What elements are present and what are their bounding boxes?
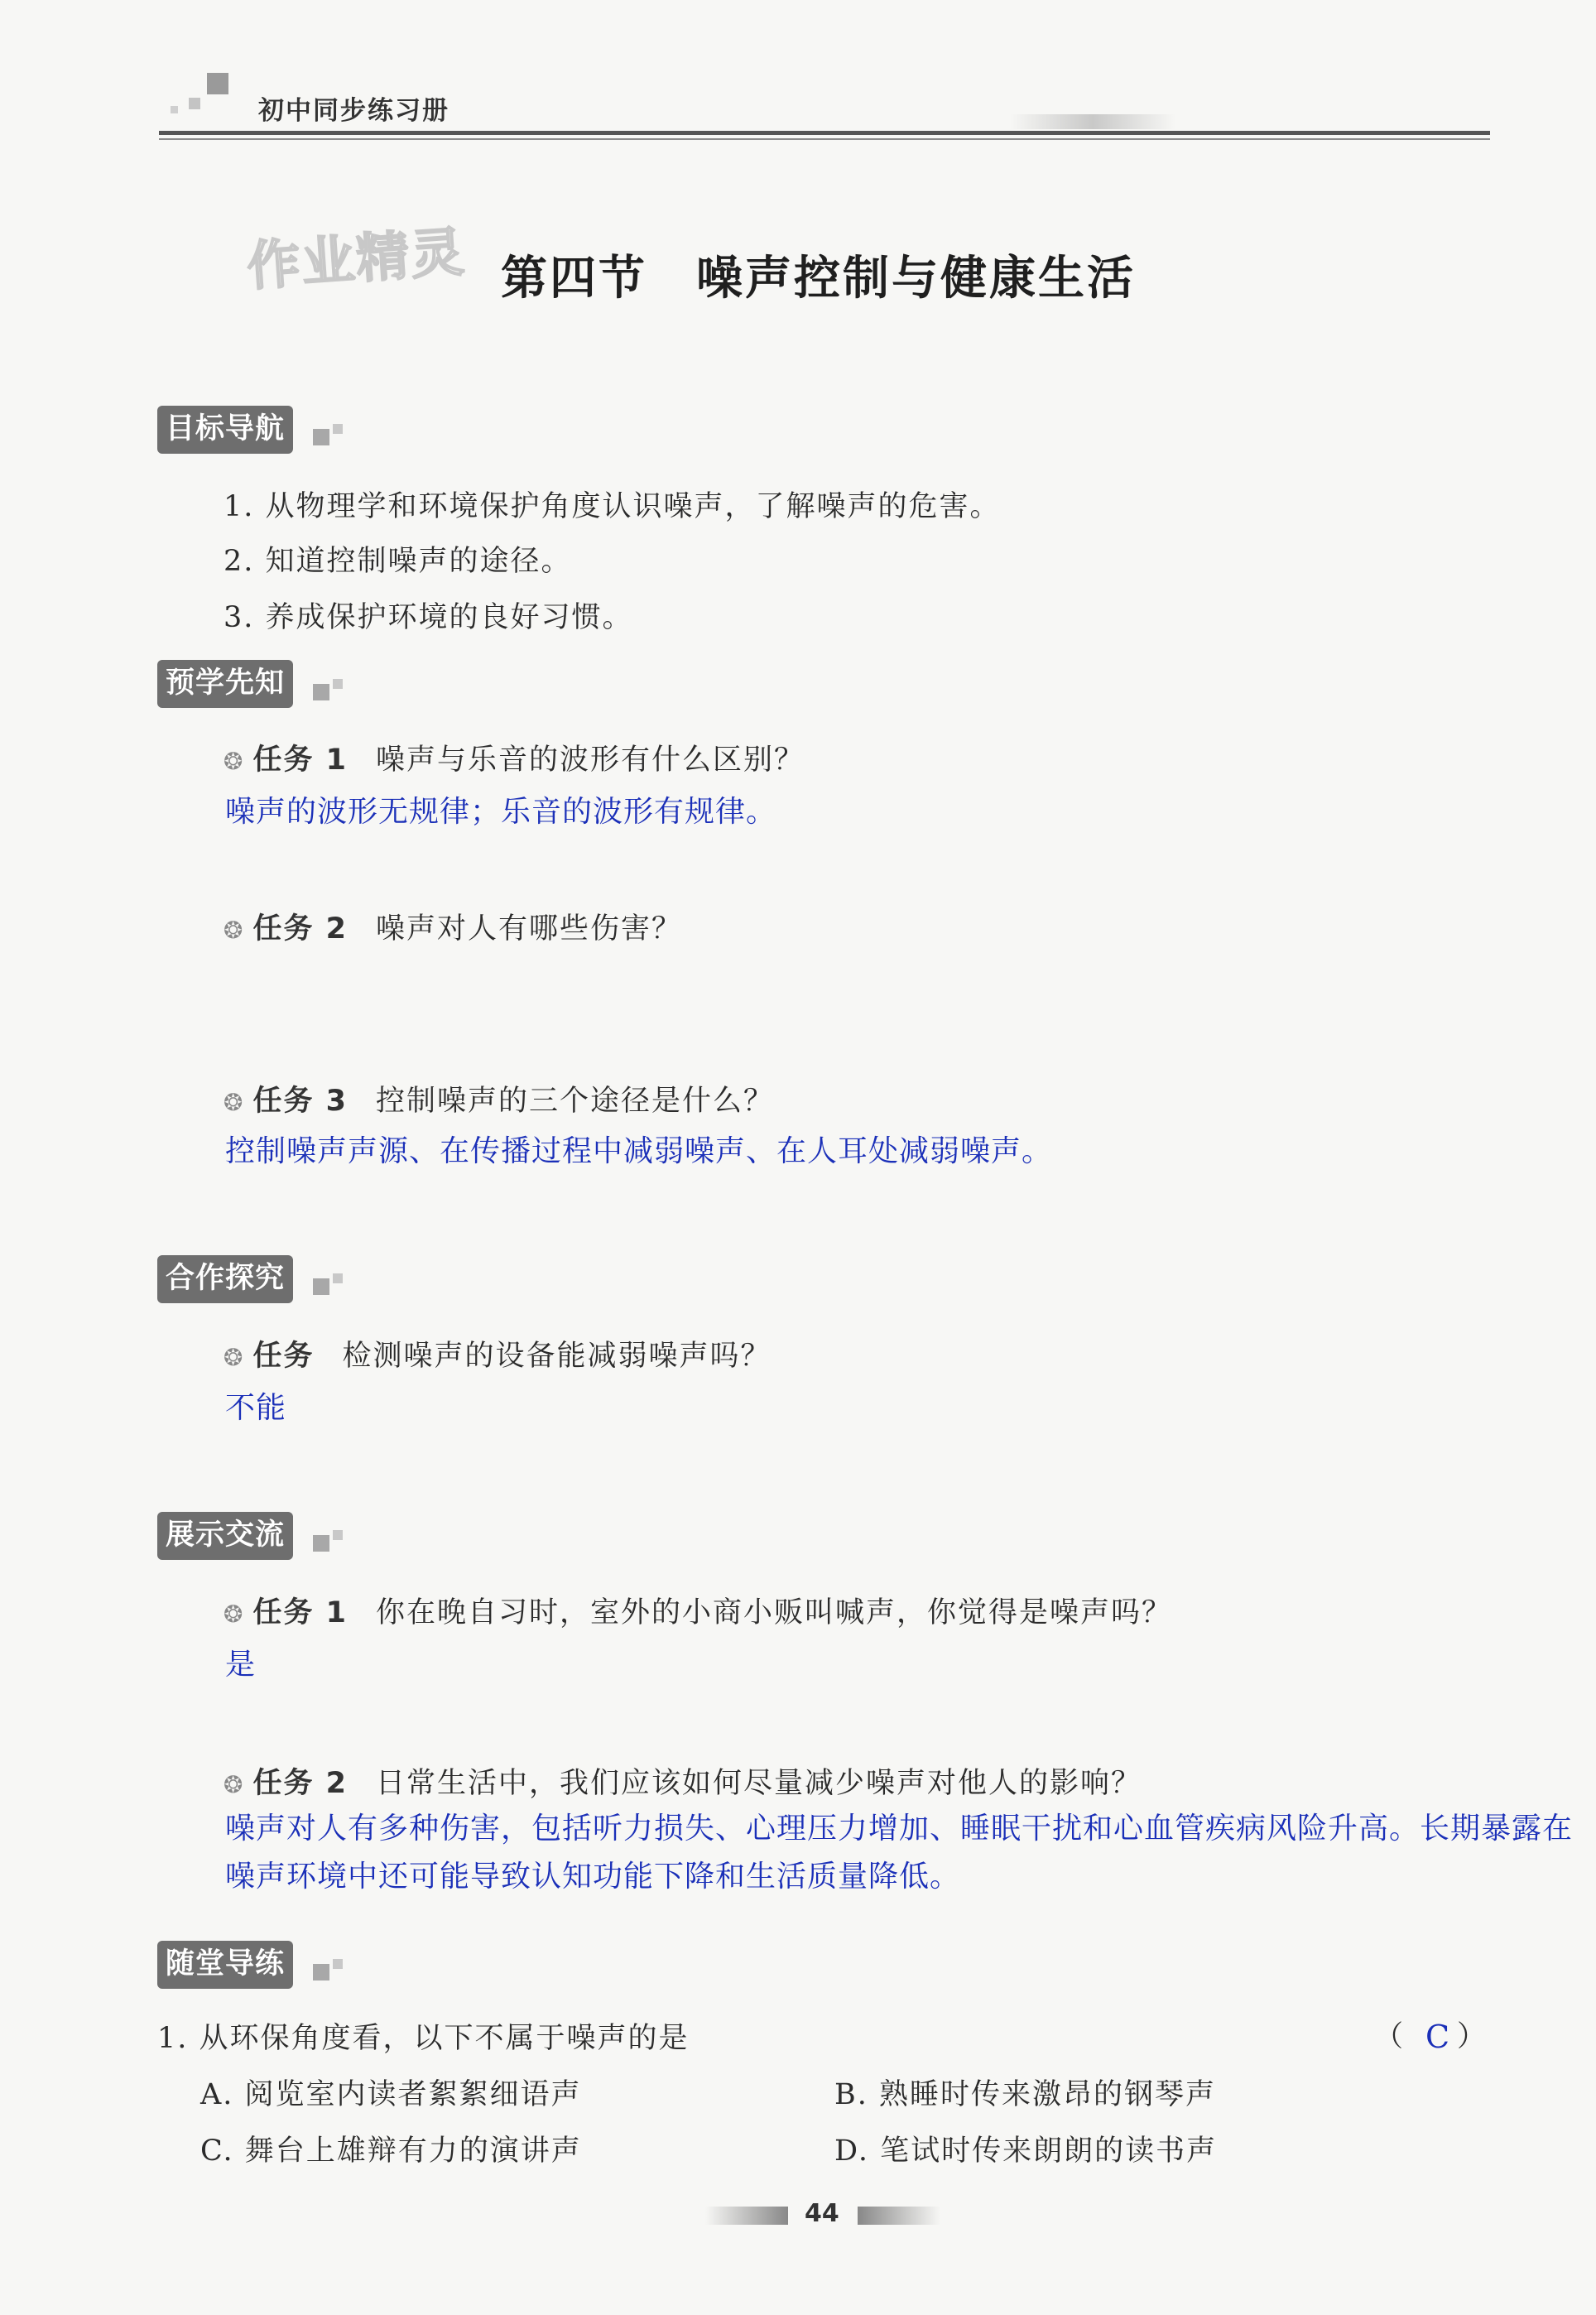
task-label: 任务 2 <box>252 1767 349 1800</box>
task-question-text: 控制噪声的三个途径是什么？ <box>376 1085 775 1118</box>
header-rule-thin <box>159 138 1490 140</box>
practice-question-1: 1. 从环保角度看，以下不属于噪声的是 <box>157 2022 690 2055</box>
display-task-2-question <box>224 1760 1142 1802</box>
option-d: D. 笔试时传来朗朗的读书声 <box>834 2135 1218 2168</box>
section-label-display: 展示交流 <box>157 1512 293 1560</box>
task-question-text: 日常生活中，我们应该如何尽量减少噪声对他人的影响？ <box>376 1767 1142 1800</box>
header-decoration <box>164 73 238 123</box>
task-question-text: 检测噪声的设备能减弱噪声吗？ <box>342 1340 772 1373</box>
practice-answer: C <box>1425 2019 1451 2055</box>
task-label: 任务 2 <box>252 912 349 946</box>
footer-decoration-left <box>705 2207 788 2225</box>
task-gear-icon: ❂ <box>224 1344 245 1371</box>
task-2-question <box>224 906 682 947</box>
section-label-practice: 随堂导练 <box>157 1941 293 1989</box>
section-label-cooperate: 合作探究 <box>157 1255 293 1303</box>
task-label: 任务 1 <box>252 744 349 777</box>
option-c: C. 舞台上雄辩有力的演讲声 <box>200 2135 582 2168</box>
section-label-goals: 目标导航 <box>157 406 293 454</box>
answer-bracket-close: ） <box>1457 2020 1488 2053</box>
option-b: B. 熟睡时传来激昂的钢琴声 <box>834 2078 1216 2111</box>
footer-decoration-right <box>858 2207 940 2225</box>
task-3-question <box>224 1078 774 1119</box>
section-title: 第四节 噪声控制与健康生活 <box>501 252 1136 306</box>
goal-item: 3. 养成保护环境的良好习惯。 <box>224 601 633 634</box>
task-3-answer: 控制噪声声源、在传播过程中减弱噪声、在人耳处减弱噪声。 <box>225 1134 1053 1168</box>
cooperate-task-answer: 不能 <box>225 1391 287 1425</box>
task-1-question <box>224 737 805 778</box>
task-question-text: 你在晚自习时，室外的小商小贩叫喊声，你觉得是噪声吗？ <box>376 1596 1173 1629</box>
display-task-1-question <box>224 1590 1172 1631</box>
goal-item: 2. 知道控制噪声的途径。 <box>224 545 572 578</box>
task-gear-icon: ❂ <box>224 1600 245 1628</box>
task-label: 任务 <box>252 1340 315 1373</box>
task-1-answer: 噪声的波形无规律；乐音的波形有规律。 <box>225 795 777 829</box>
display-task-2-answer: 噪声对人有多种伤害，包括听力损失、心理压力增加、睡眠干扰和心血管疾病风险升高。长期暴露在噪声环境中还可能导致认知功能下降和生活质量降低。 <box>225 1812 1574 1894</box>
page-number: 44 <box>805 2199 839 2228</box>
task-gear-icon: ❂ <box>224 1089 245 1116</box>
header-rule <box>159 131 1490 135</box>
watermark-logo: 作业精灵 <box>245 221 468 299</box>
section-label-preview: 预学先知 <box>157 660 293 708</box>
task-label: 任务 3 <box>252 1085 349 1118</box>
task-gear-icon: ❂ <box>224 917 245 944</box>
display-task-1-answer: 是 <box>225 1648 257 1682</box>
cooperate-task-question <box>224 1333 772 1374</box>
answer-bracket-open: （ <box>1374 2020 1406 2053</box>
task-gear-icon: ❂ <box>224 748 245 775</box>
task-label: 任务 1 <box>252 1596 349 1629</box>
option-a: A. 阅览室内读者絮絮细语声 <box>200 2078 582 2111</box>
task-question-text: 噪声与乐音的波形有什么区别？ <box>376 744 805 777</box>
header-title: 初中同步练习册 <box>258 96 449 126</box>
task-gear-icon: ❂ <box>224 1771 245 1798</box>
task-question-text: 噪声对人有哪些伤害？ <box>376 912 683 946</box>
header-brush-decoration <box>1010 114 1175 129</box>
goal-item: 1. 从物理学和环境保护角度认识噪声，了解噪声的危害。 <box>224 490 1001 523</box>
